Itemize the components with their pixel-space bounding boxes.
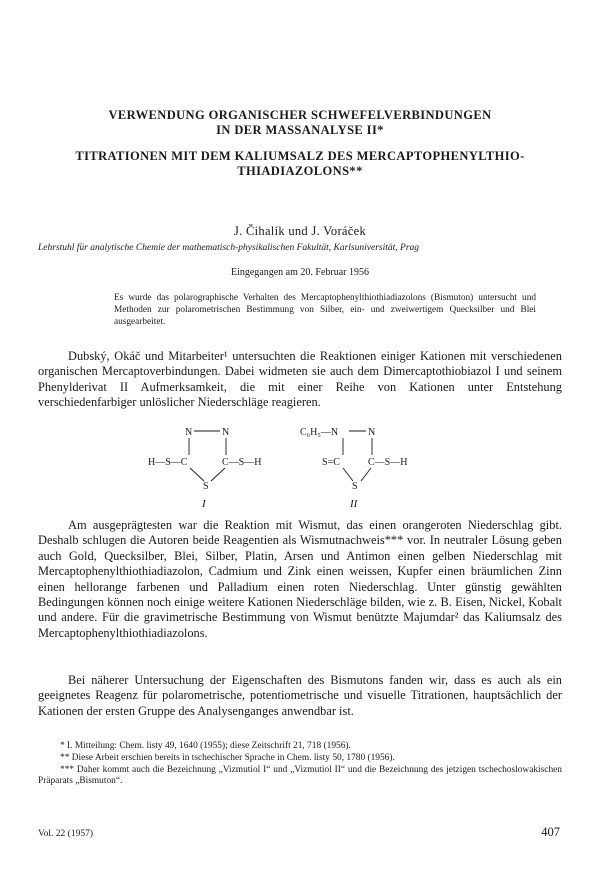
body-paragraph-1: Dubský, Okáč und Mitarbeiter¹ untersuchten die Reaktionen einiger Kationen mit verschiedenen organischen Mercaptoverbindungen. Dabei widmeten sie auch dem Dimercaptothiobiazol I und seinem Phenylderivat II Aufmerksamkeit, die mit einer Reihe von Kationen unter Entstehung verschiedenfarbiger unlöslicher Niederschläge reagieren. <box>38 349 562 410</box>
structure-2-n-right: N <box>368 427 376 438</box>
structure-1-right-group: C—S—H <box>222 457 262 468</box>
structure-1-n-right: N <box>222 427 230 438</box>
authors: J. Čihalík und J. Voráček <box>233 224 367 238</box>
received-date: Eingegangen am 20. Februar 1956 <box>230 267 370 278</box>
structure-2-label: II <box>350 498 358 510</box>
title-line-4: THIADIAZOLONS** <box>237 164 363 178</box>
structure-2-right-group: C—S—H <box>368 457 408 468</box>
structure-2-left-group: S=C <box>322 457 340 468</box>
chemical-structures <box>140 423 460 513</box>
page-number: 407 <box>541 825 560 839</box>
title-line-3: TITRATIONEN MIT DEM KALIUMSALZ DES MERCAPTOPHENYLTHIO- <box>75 149 525 163</box>
footnote-1: * I. Mitteilung: Chem. listy 49, 1640 (1955); diese Zeitschrift 21, 718 (1956). <box>60 741 351 751</box>
structure-1-label: I <box>202 498 206 510</box>
body-paragraph-3: Bei näherer Untersuchung der Eigenschaften des Bismutons fanden wir, dass es auch als ein geeignetes Reagenz für polarometrische, potentiometrische und visuelle Titrationen, hauptsächlich der Kationen der ersten Gruppe des Analysenganges anwendbar ist. <box>38 673 562 718</box>
footnote-2: ** Diese Arbeit erschien bereits in tschechischer Sprache in Chem. listy 50, 1780 (1956). <box>60 752 395 763</box>
structure-2-sulfur: S <box>352 481 358 492</box>
structure-1-n-left: N <box>185 427 193 438</box>
structure-2 <box>300 427 407 510</box>
affiliation: Lehrstuhl für analytische Chemie der mathematisch-physikalischen Fakultät, Karlsuniversität, Prag <box>38 243 420 253</box>
structure-1-left-group: H—S—C <box>148 457 188 468</box>
abstract: Es wurde das polarographische Verhalten des Mercaptophenylthiothiadiazolons (Bismuton) untersucht und Methoden zur polarometrischen Bestimmung von Silber, ein- und zweiwertigem Quecksilber und Blei ausgearbeitet. <box>114 293 536 327</box>
structure-1-sulfur: S <box>203 481 209 492</box>
footnotes <box>38 741 562 788</box>
title-line-2: IN DER MASSANALYSE II* <box>216 123 384 137</box>
volume-info: Vol. 22 (1957) <box>38 829 93 839</box>
structure-2-phenyl: C₆H₅—N <box>300 427 339 438</box>
structure-1 <box>148 427 261 510</box>
body-paragraph-2: Am ausgeprägtesten war die Reaktion mit Wismut, das einen orangeroten Niederschlag gibt. Deshalb schlugen die Autoren beide Reagentien als Wismutnachweis*** vor. In neutraler Lösung geben auch Gold, Quecksilber, Blei, Silber, Platin, Arsen und Antimon einen gelben Niederschlag mit Mercaptophenylthiothiadiazolon, Cadmium und Zink einen weissen, Kupfer einen bräumlichen Zinn einen hellorange farbenen und Palladium einen roten Niederschlag. Unter günstig gewählten Bedingungen können noch einige weitere Kationen Niederschläge bilden, wie z. B. Eisen, Nickel, Kobalt und andere. Für die gravimetrische Bestimmung von Wismut benützte Majumdar² das Kaliumsalz des Mercaptophenylthiothiadiazolons. <box>38 518 562 640</box>
title-line-1: VERWENDUNG ORGANISCHER SCHWEFELVERBINDUNGEN <box>108 108 492 122</box>
footnote-3: *** Daher kommt auch die Bezeichnung „Vizmutiol I“ und „Vizmutiol II“ und die Bezeichnung des jetzigen tschechoslowakischen Präparats „Bismuton“. <box>38 764 562 787</box>
